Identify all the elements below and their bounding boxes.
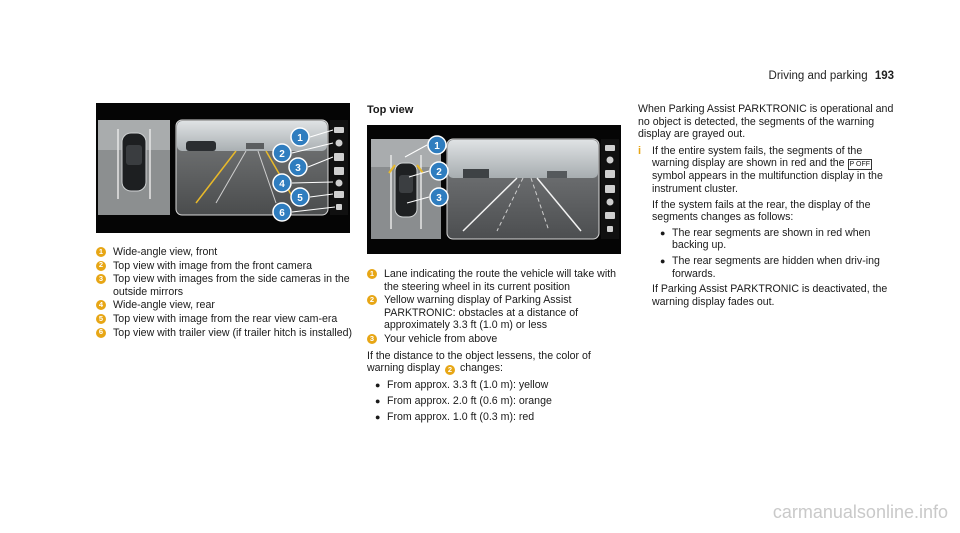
legend-text: Top view with trailer view (if trailer hitch is installed) (113, 326, 353, 339)
bullet-text: From approx. 1.0 ft (0.3 m): red (387, 410, 535, 423)
legend-text: Your vehicle from above (384, 332, 498, 345)
watermark-footer: carmanualsonline.info (772, 502, 948, 522)
legend-item (96, 327, 356, 340)
color-change-paragraph (367, 350, 629, 376)
legend-text: Yellow warning display of Parking Assist PARKTRONIC: obstacles at a distance of approximately 3.3 ft (1.0 m) or less (384, 294, 579, 332)
callout-label: 3 (436, 193, 442, 204)
bullet-item (660, 227, 900, 252)
paragraph-text: changes: (459, 362, 503, 375)
bullet-icon: ● (375, 380, 381, 391)
callout-label: 1 (434, 141, 440, 152)
legend-item (96, 246, 356, 259)
legend-item (367, 294, 629, 332)
legend-item (367, 333, 629, 346)
info-icon: i (638, 144, 642, 157)
section-title: Driving and parking (768, 70, 868, 82)
bullet-text: The rear segments are shown in red when backing up. (672, 226, 871, 252)
top-view-legend (367, 268, 629, 426)
legend-item (96, 313, 356, 326)
callout-label: 6 (279, 208, 285, 219)
bullet-text: From approx. 2.0 ft (0.6 m): orange (387, 395, 552, 408)
top-view-illustration (367, 125, 621, 254)
number-badge: 2 (445, 365, 455, 375)
paragraph-text: When Parking Assist PARKTRONIC is operational and no object is detected, the segments of the warning display are grayed out. (638, 103, 894, 141)
callout-label: 2 (436, 167, 442, 178)
note-text: If the entire system fails, the segments of the warning display are shown in red and the (652, 144, 863, 170)
number-badge: 4 (96, 300, 106, 310)
figure-1-legend (96, 246, 356, 340)
number-badge: 1 (367, 269, 377, 279)
info-note (638, 145, 900, 312)
bullet-item (660, 255, 900, 280)
callout-label: 2 (279, 149, 285, 160)
legend-text: Wide-angle view, rear (113, 299, 215, 312)
page-number: 193 (874, 70, 894, 82)
bullet-icon: ● (660, 255, 666, 266)
legend-item (367, 268, 629, 293)
parking-off-symbol-icon: P OFF (849, 161, 871, 169)
number-badge: 1 (96, 247, 106, 257)
note-text: If Parking Assist PARKTRONIC is deactivated, the warning display fades out. (652, 283, 888, 308)
figure-2-callouts (428, 136, 448, 206)
bullet-icon: ● (375, 396, 381, 407)
callout-label: 1 (297, 133, 303, 144)
bullet-item (375, 379, 629, 392)
number-badge: 3 (96, 274, 106, 284)
note-text: symbol appears in the multifunction display in the instrument cluster. (652, 170, 883, 195)
legend-text: Top view with image from the front camera (113, 259, 313, 272)
callout-label: 4 (279, 179, 285, 190)
bullet-icon: ● (660, 227, 666, 238)
note-text: If the system fails at the rear, the display of the segments changes as follows: (652, 198, 871, 224)
bullet-text: The rear segments are hidden when driv-ing forwards. (672, 254, 880, 280)
section-heading: Top view (367, 104, 414, 116)
top-view-section (367, 104, 629, 126)
legend-item (96, 299, 356, 312)
note-paragraph (652, 145, 900, 196)
camera-screen-illustration (96, 103, 350, 233)
legend-item (96, 273, 356, 298)
camera-view-figure-1 (96, 103, 350, 233)
callout-label: 5 (297, 193, 303, 204)
camera-view-figure-2 (367, 125, 621, 254)
number-badge: 3 (367, 334, 377, 344)
parktronic-section (638, 103, 900, 311)
bullet-text: From approx. 3.3 ft (1.0 m): yellow (387, 379, 549, 392)
legend-text: Top view with images from the side cameras in the outside mirrors (113, 273, 350, 298)
bullet-item (375, 395, 629, 408)
legend-item (96, 260, 356, 273)
bullet-item (375, 411, 629, 424)
number-badge: 2 (96, 261, 106, 271)
number-badge: 2 (367, 295, 377, 305)
legend-text: Lane indicating the route the vehicle will take with the steering wheel in its current position (384, 268, 617, 293)
page-header (769, 70, 894, 82)
paragraph-text: If the distance to the object lessens, the color of warning display (367, 349, 591, 375)
callout-label: 3 (295, 163, 301, 174)
legend-text: Top view with image from the rear view cam-era (113, 312, 338, 325)
number-badge: 6 (96, 328, 106, 338)
bullet-icon: ● (375, 411, 381, 422)
number-badge: 5 (96, 314, 106, 324)
legend-text: Wide-angle view, front (113, 246, 218, 258)
